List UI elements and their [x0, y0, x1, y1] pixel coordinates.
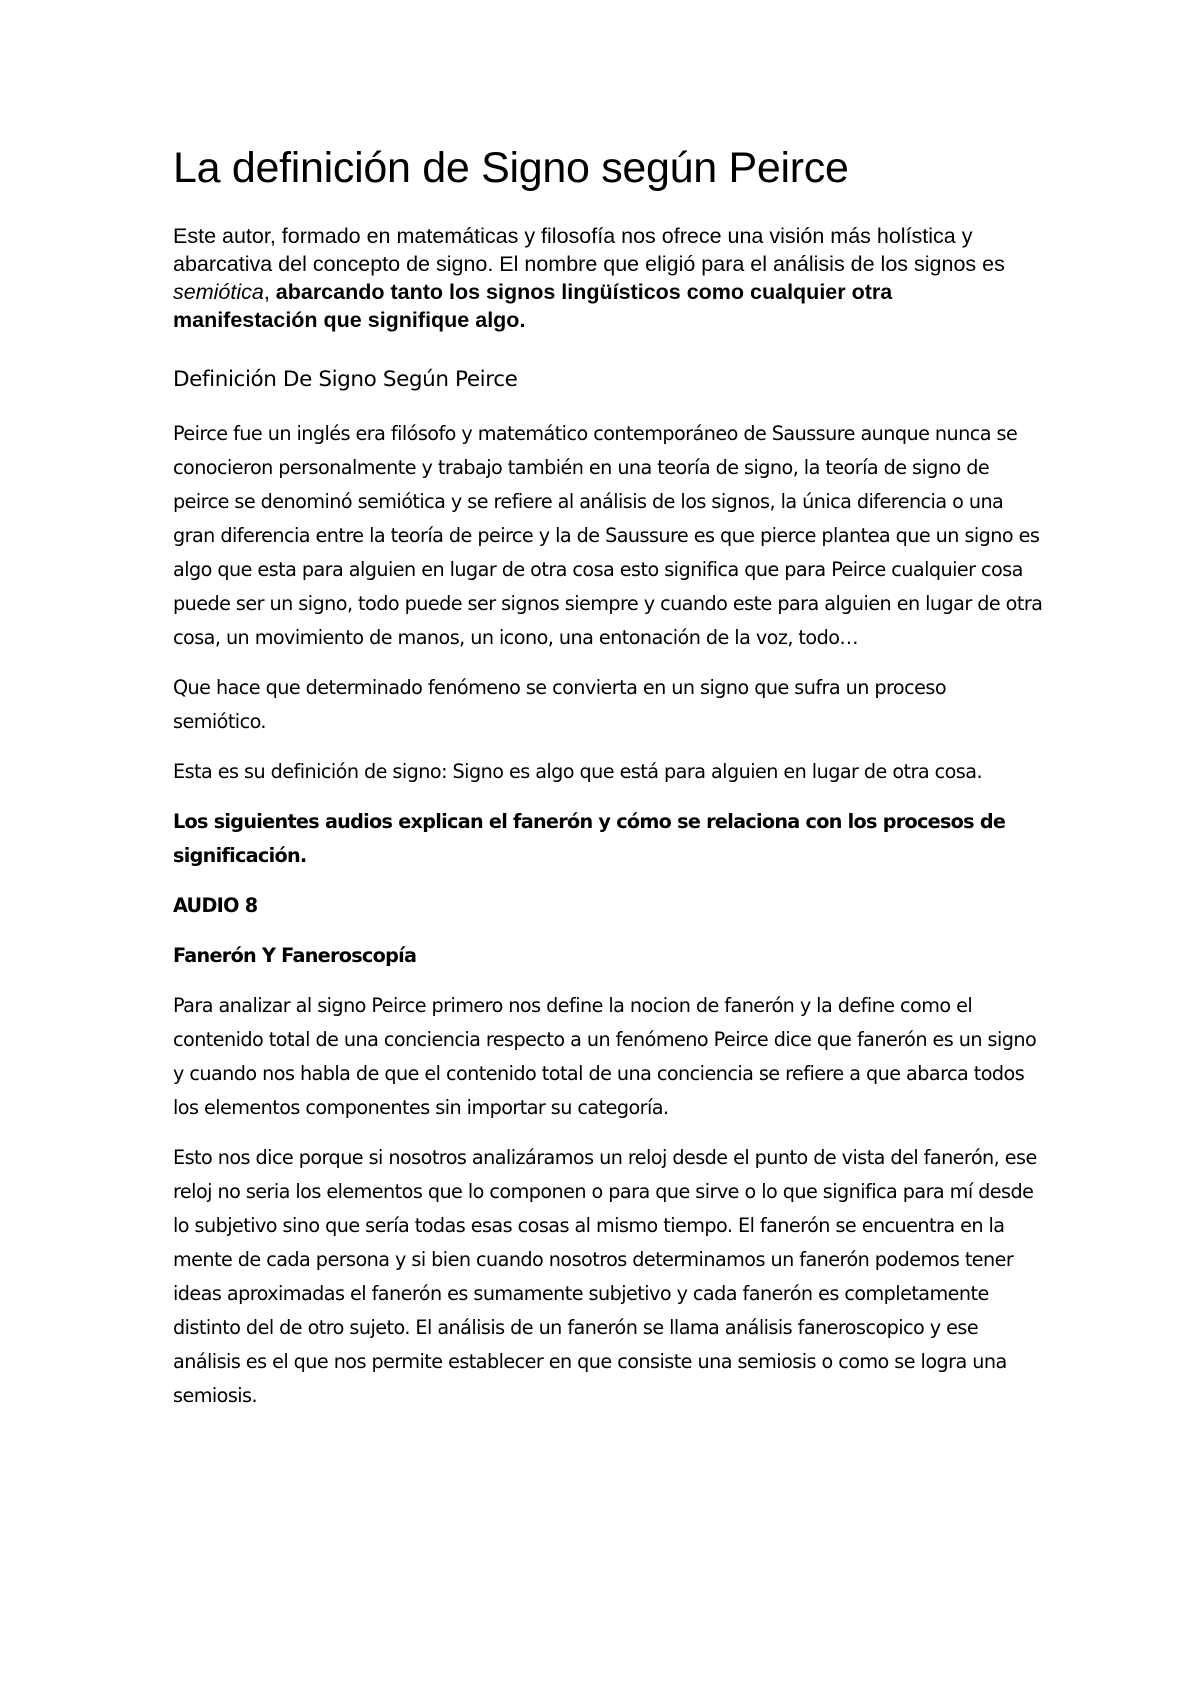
intro-text-comma: , [263, 280, 276, 304]
paragraph-faneron-definition: Para analizar al signo Peirce primero nos define la nocion de fanerón y la define como el contenido total de una conciencia respecto a un fenómeno Peirce dice que fanerón es un signo y cuando nos habla de que el contenido total de una conciencia se refiere a que abarca todos los elementos componentes sin importar su categoría. [173, 994, 1037, 1119]
intro-text-end: . [519, 308, 526, 332]
intro-paragraph [173, 222, 1043, 334]
audios-note: Los siguientes audios explican el fanerón y cómo se relaciona con los procesos de significación. [173, 810, 1006, 867]
intro-italic-term: semiótica [173, 280, 264, 304]
paragraph-phenomenon: Que hace que determinado fenómeno se convierta en un signo que sufra un proceso semiótico. [173, 676, 947, 733]
section-heading-faneron: Fanerón Y Faneroscopía [173, 944, 417, 967]
paragraph-sign-definition: Esta es su definición de signo: Signo es algo que está para alguien en lugar de otra cosa. [173, 760, 983, 783]
paragraph-peirce-intro: Peirce fue un inglés era filósofo y matemático contemporáneo de Saussure aunque nunca se conocieron personalmente y trabajo también en una teoría de signo, la teoría de signo de peirce se denominó semiótica y se refiere al análisis de los signos, la única diferencia o una gran diferencia entre la teoría de peirce y la de Saussure es que pierce plantea que un signo es algo que esta para alguien en lugar de otra cosa esto significa que para Peirce cualquier cosa puede ser un signo, todo puede ser signos siempre y cuando este para alguien en lugar de otra cosa, un movimiento de manos, un icono, una entonación de la voz, todo… [173, 422, 1043, 649]
document-page [173, 140, 1043, 1429]
page-title: La definición de Signo según Peirce [173, 144, 849, 192]
section-subtitle: Definición De Signo Según Peirce [173, 367, 518, 392]
paragraph-faneron-example: Esto nos dice porque si nosotros analizáramos un reloj desde el punto de vista del fanerón, ese reloj no seria los elementos que lo componen o para que sirve o lo que significa para mí desde lo subjetivo sino que sería todas esas cosas al mismo tiempo. El fanerón se encuentra en la mente de cada persona y si bien cuando nosotros determinamos un fanerón podemos tener ideas aproximadas el fanerón es sumamente subjetivo y cada fanerón es completamente distinto del de otro sujeto. El análisis de un fanerón se llama análisis faneroscopico y ese análisis es el que nos permite establecer en que consiste una semiosis o como se logra una semiosis. [173, 1146, 1037, 1407]
audio-label: AUDIO 8 [173, 894, 258, 917]
intro-bold-statement: abarcando tanto los signos lingüísticos como cualquier otra manifestación que signifique algo [173, 280, 893, 332]
intro-text-start: Este autor, formado en matemáticas y filosofía nos ofrece una visión más holística y abarcativa del concepto de signo. El nombre que eligió para el análisis de los signos es [173, 224, 1005, 276]
